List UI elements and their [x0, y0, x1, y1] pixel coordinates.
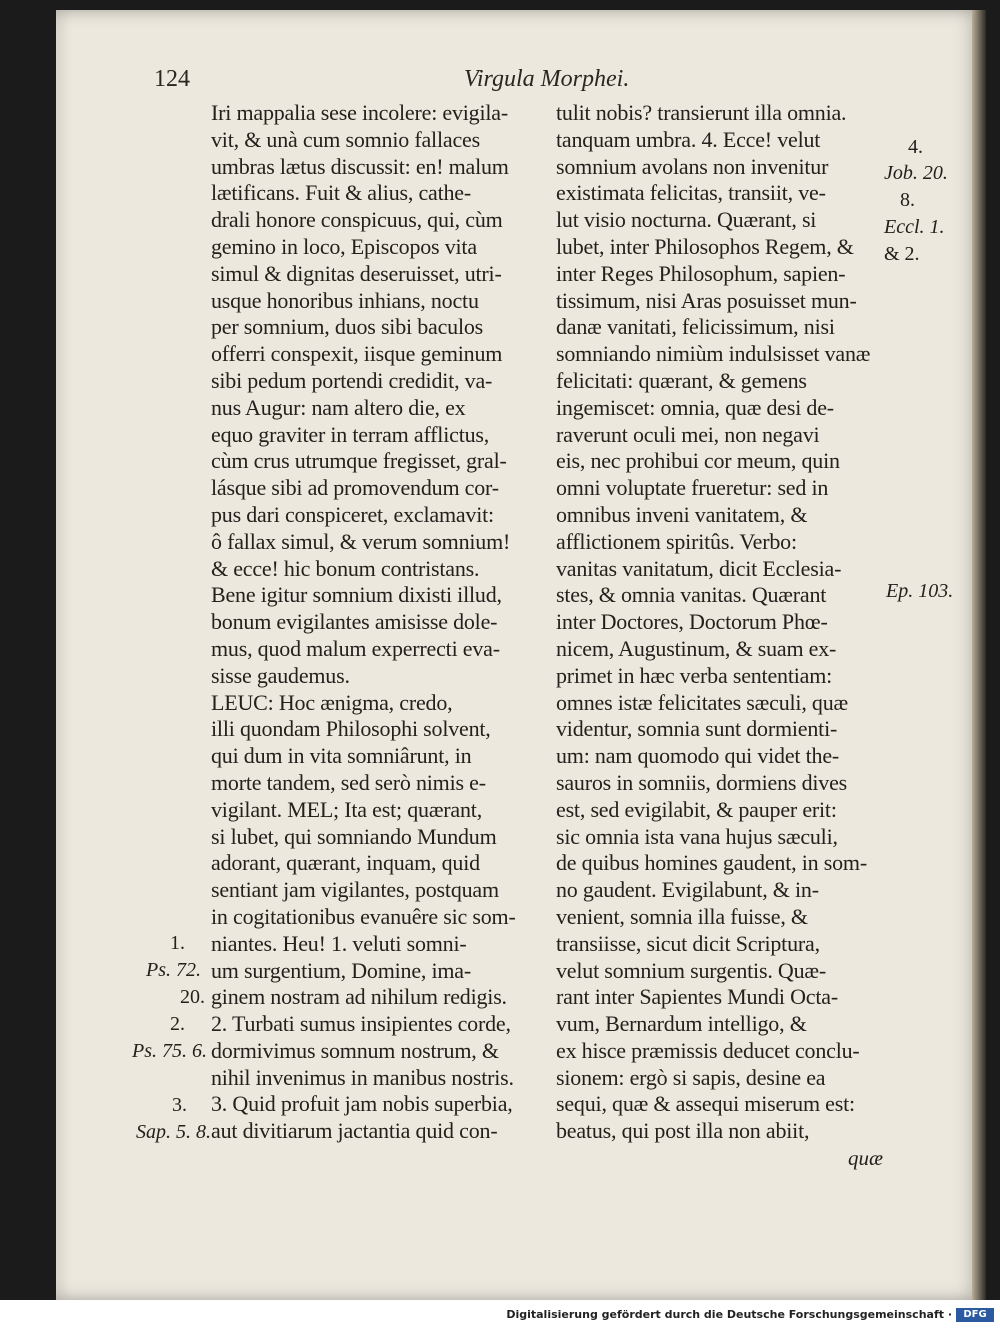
text-line: velut somnium surgentis. Quæ-: [556, 957, 827, 983]
page-number: 124: [154, 66, 190, 92]
running-head: Virgula Morphei.: [464, 66, 630, 92]
text-line: afflictionem spiritûs. Verbo:: [556, 528, 797, 554]
text-line: de quibus homines gaudent, in som-: [556, 850, 867, 876]
text-line: gemino in loco, Episcopos vita: [211, 233, 477, 259]
text-line: equo graviter in terram afflictus,: [211, 421, 490, 447]
margin-note: 2.: [170, 1013, 185, 1035]
text-line: lásque sibi ad promovendum cor-: [211, 475, 499, 501]
margin-note: & 2.: [884, 243, 920, 265]
text-line: mus, quod malum experrecti eva-: [211, 635, 500, 661]
text-line: vit, & unà cum somnio fallaces: [211, 126, 480, 152]
margin-note: 8.: [900, 189, 915, 211]
text-line: venient, somnia illa fuisse, &: [556, 903, 808, 929]
text-line: per somnium, duos sibi baculos: [211, 314, 484, 340]
margin-note: Job. 20.: [884, 162, 948, 184]
text-line: est, sed evigilabit, & pauper erit:: [556, 796, 837, 822]
text-line: somnium avolans non invenitur: [556, 153, 829, 179]
text-line: ingemiscet: omnia, quæ desi de-: [556, 394, 834, 420]
text-line: lubet, inter Philosophos Regem, &: [556, 233, 854, 259]
margin-note: Ps. 75. 6.: [132, 1040, 207, 1062]
margin-note: Eccl. 1.: [884, 216, 945, 238]
text-line: drali honore conspicuus, qui, cùm: [211, 207, 503, 233]
margin-note: 4.: [908, 136, 923, 158]
text-line: omnibus inveni vanitatem, &: [556, 501, 808, 527]
text-line: vum, Bernardum intelligo, &: [556, 1011, 807, 1037]
dfg-logo-icon: DFG: [956, 1308, 994, 1322]
text-line: danæ vanitati, felicissimum, nisi: [556, 314, 835, 340]
text-line: sequi, quæ & assequi miserum est:: [556, 1091, 855, 1117]
text-line: tissimum, nisi Aras posuisset mun-: [556, 287, 857, 313]
text-line: dormivimus somnum nostrum, &: [211, 1037, 499, 1063]
text-line: qui dum in vita somniârunt, in: [211, 743, 472, 769]
text-line: cùm crus utrumque fregisset, gral-: [211, 448, 507, 474]
text-line: vigilant. MEL; Ita est; quærant,: [211, 796, 482, 822]
margin-note: 3.: [172, 1094, 187, 1116]
text-line: sentiant jam vigilantes, postquam: [211, 877, 499, 903]
text-line: videntur, somnia sunt dormienti-: [556, 716, 838, 742]
text-line: pus dari conspiceret, exclamavit:: [211, 501, 494, 527]
text-line: & ecce! hic bonum contristans.: [211, 555, 480, 581]
text-line: sionem: ergò si sapis, desine ea: [556, 1064, 826, 1090]
text-line: adorant, quærant, inquam, quid: [211, 850, 480, 876]
text-line: si lubet, qui somniando Mundum: [211, 823, 497, 849]
text-line: somniando nimiùm indulsisset vanæ: [556, 341, 871, 367]
text-line: um surgentium, Domine, ima-: [211, 957, 471, 983]
text-line: lætificans. Fuit & alius, cathe-: [211, 180, 471, 206]
book-spine-shadow: [972, 10, 986, 1300]
text-line: in cogitationibus evanuêre sic som-: [211, 903, 516, 929]
text-line: sisse gaudemus.: [211, 662, 350, 688]
text-line: rant inter Sapientes Mundi Octa-: [556, 984, 838, 1010]
text-line: transiisse, sicut dicit Scriptura,: [556, 930, 820, 956]
text-line: sibi pedum portendi credidit, va-: [211, 367, 493, 393]
text-line: niantes. Heu! 1. veluti somni-: [211, 930, 467, 956]
text-line: aut divitiarum jactantia quid con-: [211, 1118, 498, 1144]
text-line: usque honoribus inhians, noctu: [211, 287, 479, 313]
text-line: inter Doctores, Doctorum Phœ-: [556, 609, 828, 635]
text-line: offerri conspexit, iisque geminum: [211, 341, 503, 367]
margin-note: Ep. 103.: [886, 580, 954, 602]
text-line: sic omnia ista vana hujus sæculi,: [556, 823, 838, 849]
text-line: felicitati: quærant, & gemens: [556, 367, 807, 393]
text-line: sauros in somniis, dormiens dives: [556, 769, 848, 795]
text-line: no gaudent. Evigilabunt, & in-: [556, 877, 819, 903]
text-line: nicem, Augustinum, & suam ex-: [556, 635, 837, 661]
text-line: lut visio nocturna. Quærant, si: [556, 207, 817, 233]
text-line: ex hisce præmissis deducet conclu-: [556, 1037, 860, 1063]
text-line: omnes istæ felicitates sæculi, quæ: [556, 689, 849, 715]
text-line: existimata felicitas, transiit, ve-: [556, 180, 826, 206]
text-line: ô fallax simul, & verum somnium!: [211, 528, 511, 554]
text-line: raverunt oculi mei, non negavi: [556, 421, 820, 447]
margin-note: Sap. 5. 8.: [136, 1121, 211, 1143]
text-line: vanitas vanitatum, dicit Ecclesia-: [556, 555, 842, 581]
text-line: um: nam quomodo qui videt the-: [556, 743, 840, 769]
text-line: 2. Turbati sumus insipientes corde,: [211, 1011, 511, 1037]
margin-note: Ps. 72.: [146, 959, 201, 981]
text-line: umbras lætus discussit: en! malum: [211, 153, 509, 179]
text-line: ginem nostram ad nihilum redigis.: [211, 984, 507, 1010]
text-line: eis, nec prohibui cor meum, quin: [556, 448, 840, 474]
text-line: 3. Quid profuit jam nobis superbia,: [211, 1091, 513, 1117]
footer-bar: [0, 1300, 1000, 1331]
text-line: inter Reges Philosophum, sapien-: [556, 260, 846, 286]
funding-notice: Digitalisierung gefördert durch die Deutsche Forschungsgemeinschaft ·: [506, 1308, 952, 1321]
margin-note: 1.: [170, 932, 185, 954]
text-line: Bene igitur somnium dixisti illud,: [211, 582, 502, 608]
text-line: omni voluptate frueretur: sed in: [556, 475, 829, 501]
text-line: tulit nobis? transierunt illa omnia.: [556, 100, 847, 125]
text-line: morte tandem, sed serò nimis e-: [211, 769, 486, 795]
right-text-column: [556, 100, 896, 1145]
text-line: bonum evigilantes amisisse dole-: [211, 609, 498, 635]
text-line: LEUC: Hoc ænigma, credo,: [211, 689, 453, 715]
text-line: nus Augur: nam altero die, ex: [211, 394, 466, 420]
text-line: simul & dignitas deseruisset, utri-: [211, 260, 502, 286]
text-line: stes, & omnia vanitas. Quærant: [556, 582, 827, 608]
text-line: beatus, qui post illa non abiit,: [556, 1118, 810, 1144]
text-line: Iri mappalia sese incolere: evigila-: [211, 100, 508, 125]
text-line: illi quondam Philosophi solvent,: [211, 716, 491, 742]
text-line: nihil invenimus in manibus nostris.: [211, 1064, 514, 1090]
text-line: tanquam umbra. 4. Ecce! velut: [556, 126, 821, 152]
left-text-column: [211, 100, 543, 1145]
margin-note: 20.: [180, 986, 205, 1008]
text-line: primet in hæc verba sententiam:: [556, 662, 833, 688]
catchword: quæ: [848, 1146, 884, 1170]
